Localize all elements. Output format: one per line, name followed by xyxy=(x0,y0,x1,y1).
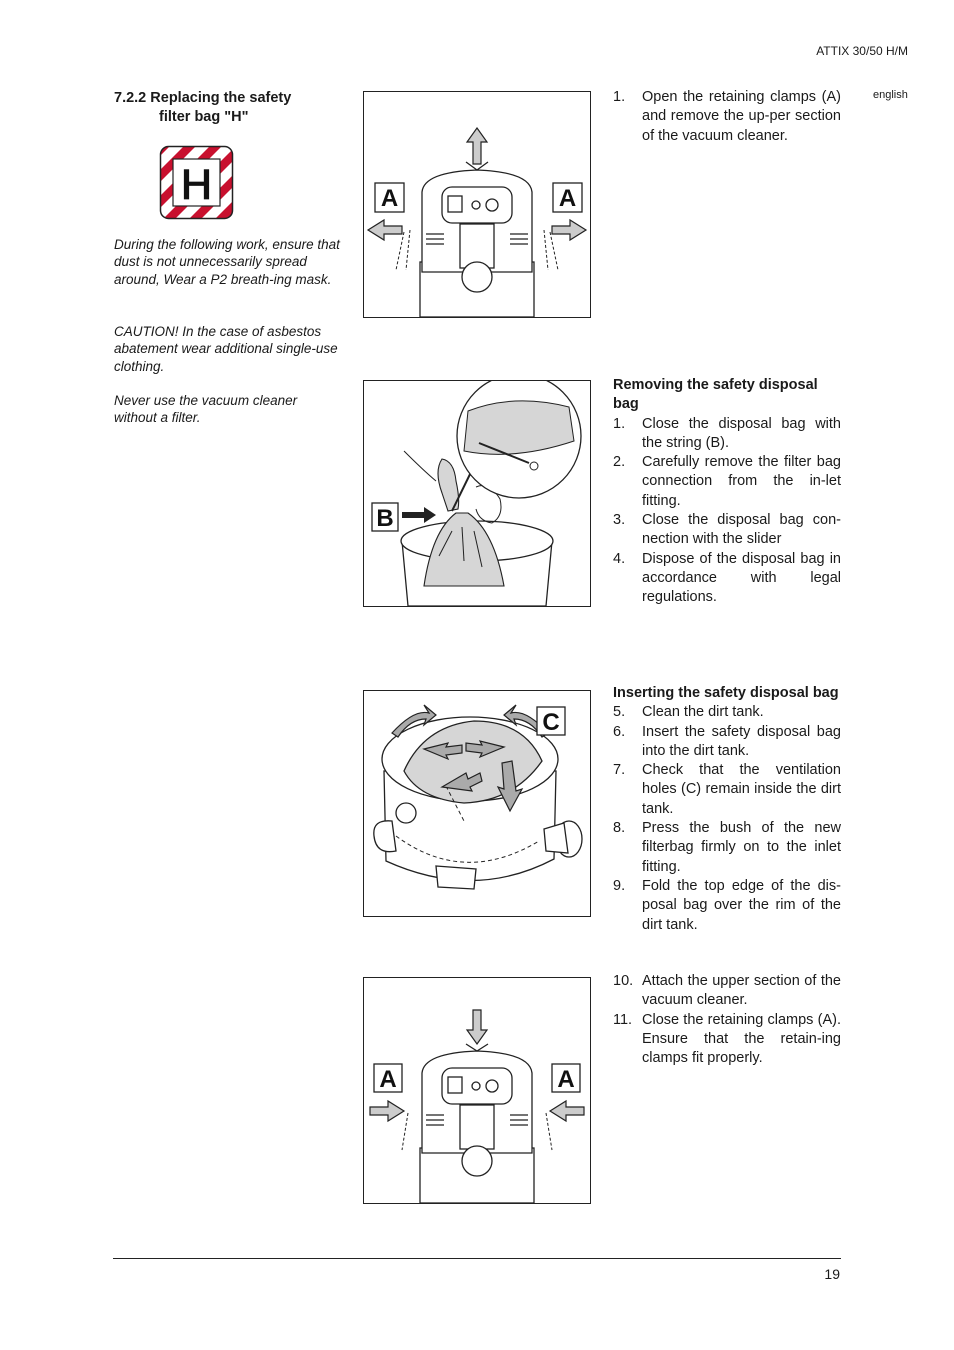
section-title-line1: 7.2.2 Replacing the safety xyxy=(114,90,292,106)
steps-open-clamps xyxy=(613,88,841,146)
steps-insert-bag xyxy=(613,684,841,935)
disposal-bag-illustration xyxy=(364,381,590,606)
step-item: 7. Check that the ventilation holes (C) remain inside the dirt tank. xyxy=(613,762,841,817)
step-list xyxy=(613,703,841,935)
figure-remove-bag xyxy=(363,380,591,607)
steps-heading: Inserting the safety disposal bag xyxy=(613,685,839,701)
steps-remove-bag xyxy=(613,376,841,608)
step-item: 1. Open the retaining clamps (A) and remove the up-per section of the vacuum cleaner. xyxy=(613,89,841,144)
figure-insert-bag xyxy=(363,690,591,917)
figure-label-a-right: A xyxy=(557,1066,575,1093)
section-title-line2: filter bag "H" xyxy=(159,109,249,125)
vacuum-top-remove-illustration xyxy=(364,92,590,317)
document-header-title: ATTIX 30/50 H/M xyxy=(816,44,908,58)
language-label: english xyxy=(873,89,908,101)
step-item: 4. Dispose of the disposal bag in accordance with legal regulations. xyxy=(613,550,841,606)
step-list xyxy=(613,972,841,1068)
step-item: 5. Clean the dirt tank. xyxy=(613,704,764,721)
step-item: 2. Carefully remove the filter bag connection from the in-let fitting. xyxy=(613,454,841,509)
figure-open-clamps xyxy=(363,91,591,318)
section-title xyxy=(114,89,344,127)
figure-label-a-left: A xyxy=(379,1066,397,1093)
figure-label-a-right: A xyxy=(558,185,577,212)
note-filter: Never use the vacuum cleaner without a filter. xyxy=(114,393,298,426)
note-dust: During the following work, ensure that dust is not unnecessarily spread around, Wear a P2 breath-ing mask. xyxy=(114,237,340,287)
step-item: 11. Close the retaining clamps (A). Ensure that the retain-ing clamps fit properly. xyxy=(613,1011,841,1067)
page-number: 19 xyxy=(824,1266,840,1282)
step-item: 9. Fold the top edge of the dis-posal bag over the rim of the dirt tank. xyxy=(613,877,841,933)
step-item: 3. Close the disposal bag con-nection with the slider xyxy=(613,512,841,548)
step-list xyxy=(613,88,841,146)
dirt-tank-illustration xyxy=(364,691,590,916)
footer-divider xyxy=(113,1258,841,1259)
vacuum-top-attach-illustration xyxy=(364,978,590,1203)
figure-label-a-left: A xyxy=(380,185,399,212)
h-class-hazard-icon xyxy=(159,145,234,220)
steps-attach-upper xyxy=(613,972,841,1068)
step-item: 8. Press the bush of the new filterbag firmly on to the inlet fitting. xyxy=(613,820,841,875)
note-caution: CAUTION! In the case of asbestos abatement wear additional single-use clothing. xyxy=(114,324,338,374)
step-item: 1. Close the disposal bag with the string (B). xyxy=(613,415,841,451)
step-item: 6. Insert the safety disposal bag into the dirt tank. xyxy=(613,723,841,759)
figure-label-b: B xyxy=(376,505,394,532)
figure-label-c: C xyxy=(542,709,560,736)
steps-heading: Removing the safety disposal bag xyxy=(613,377,818,413)
step-list xyxy=(613,415,841,608)
figure-attach-upper xyxy=(363,977,591,1204)
hazard-icon-letter: H xyxy=(180,159,213,210)
step-item: 10. Attach the upper section of the vacuum cleaner. xyxy=(613,973,841,1009)
